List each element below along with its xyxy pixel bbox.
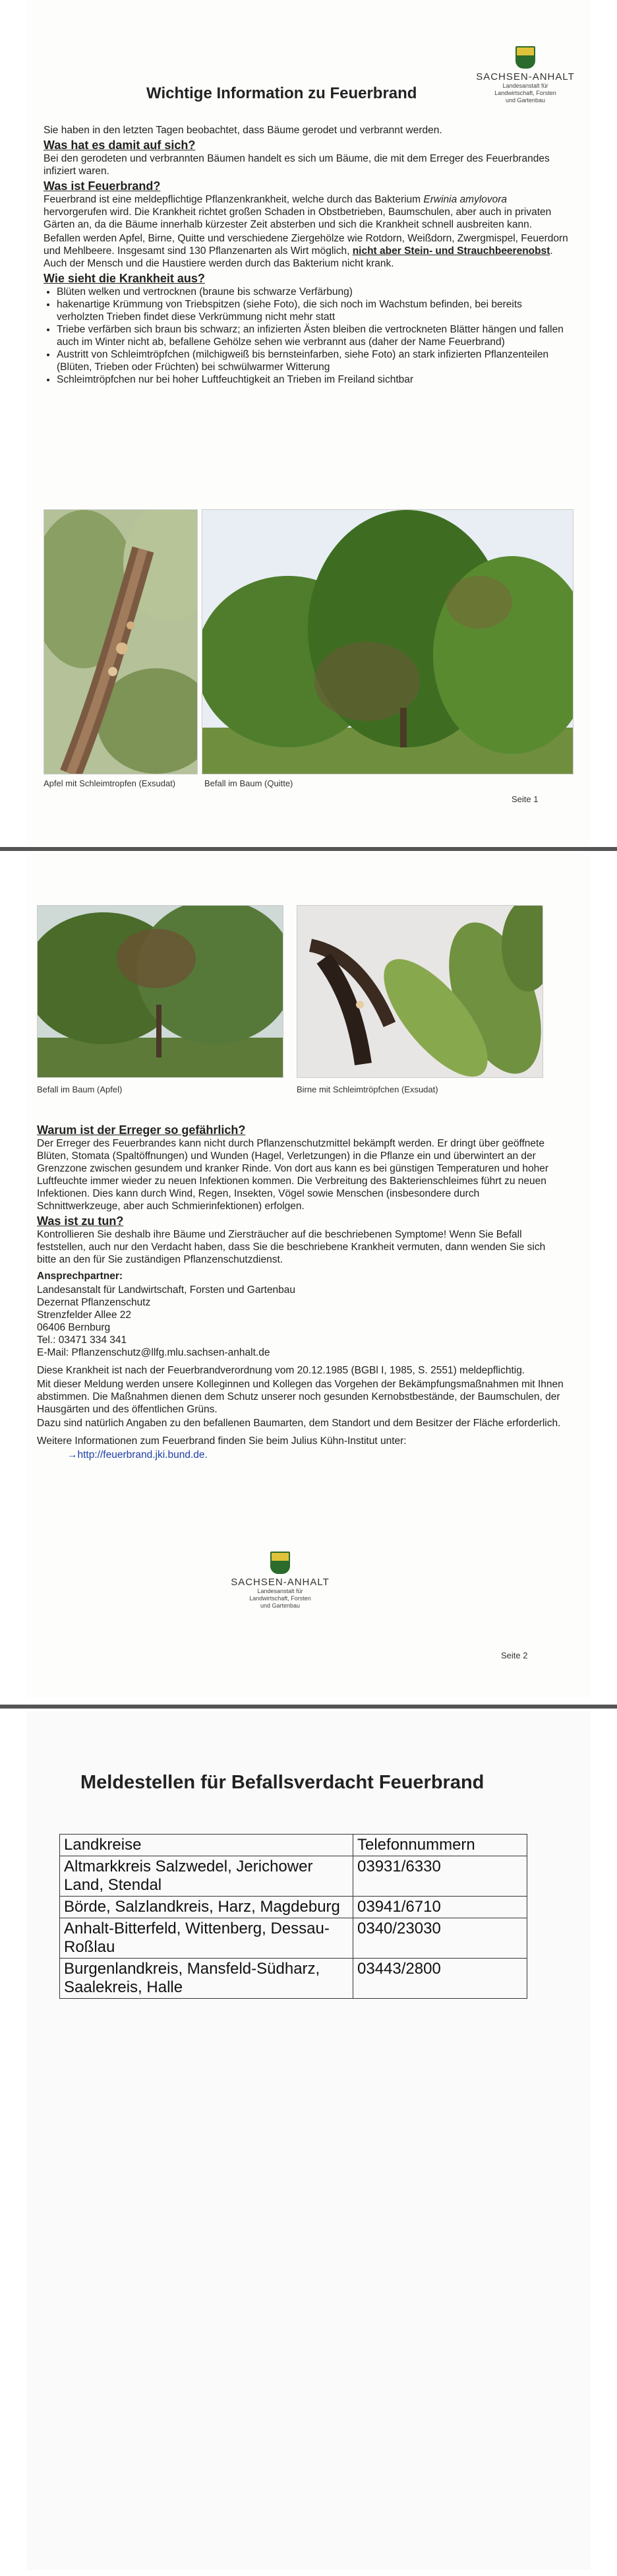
paragraph-measures: Mit dieser Meldung werden unsere Kolleginnen und Kollegen das Vorgehen der Bekämpfungsmaßnahmen mit Ihnen abstimmen. Die Maßnahmen dienen dem Schutz unserer noch gesunden Kernobstbestände, der Baumschulen, der Hausgärten und des öffentlichen Grüns. (37, 1379, 564, 1415)
contact-line: 06406 Bernburg (37, 1322, 111, 1333)
phone-cell: 03443/2800 (353, 1959, 527, 1999)
logo-sub-1: Landesanstalt für (257, 1588, 303, 1594)
apple-ooze-image (44, 510, 197, 774)
phone-cell: 03931/6330 (353, 1856, 527, 1897)
table-row (60, 1897, 527, 1918)
logo-sub-2: Landwirtschaft, Forsten (249, 1595, 311, 1602)
paragraph-regulation: Diese Krankheit ist nach der Feuerbrandverordnung vom 20.12.1985 (BGBl I, 1985, S. 2551) meldepflichtig. (37, 1365, 525, 1376)
district-cell: Anhalt-Bitterfeld, Wittenberg, Dessau-Roßlau (60, 1918, 353, 1959)
caption-quince: Befall im Baum (Quitte) (204, 778, 293, 788)
district-cell: Burgenlandkreis, Mansfeld-Südharz, Saalekreis, Halle (60, 1959, 353, 1999)
logo-sub-2: Landwirtschaft, Forsten (494, 90, 556, 96)
reporting-table (59, 1834, 527, 1999)
contact-email[interactable]: E-Mail: Pflanzenschutz@llfg.mlu.sachsen-anhalt.de (37, 1347, 270, 1358)
page-1 (26, 0, 591, 846)
paragraph-host-plants (44, 232, 571, 270)
heading-what-to-do: Was ist zu tun? (37, 1214, 124, 1228)
jki-link[interactable]: →http://feuerbrand.jki.bund.de. (67, 1449, 208, 1461)
p2-text-b: hervorgerufen wird. Die Krankheit richtet großen Schaden in Obstbetrieben, Baumschulen, aber auch in privaten Gärten an, da die Bäume innerhalb kürzester Zeit absterben und sich die Krankheit schnell ausbreiten kann. (44, 206, 552, 230)
photo-apple-tree (37, 905, 283, 1078)
logo-sub-3: und Gartenbau (260, 1602, 301, 1609)
page-number: Seite 1 (512, 794, 539, 804)
list-item: • hakenartige Krümmung von Triebspitzen (siehe Foto), die sich noch im Wachstum befinden, bei bereits verholzten Trieben findet diese Verkrümmung nicht mehr statt (57, 298, 571, 323)
paragraph-more-info: Weitere Informationen zum Feuerbrand finden Sie beim Julius Kühn-Institut unter: (37, 1435, 407, 1447)
phone-cell: 0340/23030 (353, 1918, 527, 1959)
heading-symptoms: Wie sieht die Krankheit aus? (44, 272, 205, 285)
page-separator (0, 847, 617, 851)
p3-underlined: nicht aber Stein- und Strauchbeerenobst (352, 245, 550, 257)
symptom-list (44, 286, 571, 386)
p3-text-a: Befallen werden Apfel, Birne, Quitte und verschiedene Ziergehölze wie Rotdorn, Weißdorn, Zwergmispel, Feuerdorn und Mehlbeere. Insgesamt sind 130 Pflanzenarten als Wirt möglich, (44, 233, 568, 257)
district-cell: Börde, Salzlandkreis, Harz, Magdeburg (60, 1897, 353, 1918)
heading-why-dangerous: Warum ist der Erreger so gefährlich? (37, 1123, 246, 1137)
sachsen-anhalt-logo (469, 46, 581, 104)
page2-body (37, 1123, 564, 1462)
table-row (60, 1959, 527, 1999)
page-separator (0, 1705, 617, 1709)
bacterium-name: Erwinia amylovora (423, 194, 508, 205)
heading-what-is-fire-blight: Was ist Feuerbrand? (44, 179, 161, 193)
caption-apple: Apfel mit Schleimtropfen (Exsudat) (44, 778, 176, 788)
photo-pear-ooze (297, 905, 543, 1078)
contact-heading: Ansprechpartner: (37, 1271, 123, 1282)
quince-tree-image (202, 510, 573, 774)
logo-sub-3: und Gartenbau (505, 97, 546, 104)
logo-name: SACHSEN-ANHALT (476, 71, 575, 82)
caption-pear: Birne mit Schleimtröpfchen (Exsudat) (297, 1084, 438, 1094)
pear-ooze-image (297, 906, 543, 1077)
paragraph-infected-trees: Bei den gerodeten und verbrannten Bäumen handelt es sich um Bäume, die mit dem Erreger des Feuerbrandes infiziert waren. (44, 153, 550, 177)
photo-quince-tree (202, 509, 573, 774)
district-cell: Altmarkkreis Salzwedel, Jerichower Land, Stendal (60, 1856, 353, 1897)
table-header-row (60, 1835, 527, 1856)
paragraph-fire-blight (44, 193, 571, 231)
contact-line: Landesanstalt für Landwirtschaft, Forsten und Gartenbau (37, 1284, 296, 1296)
table-row (60, 1856, 527, 1897)
coat-of-arms-icon (270, 1552, 290, 1574)
apple-tree-image (38, 906, 283, 1077)
contact-block (37, 1284, 564, 1359)
table-row (60, 1918, 527, 1959)
page-title: Wichtige Information zu Feuerbrand (146, 84, 417, 102)
contact-line: Dezernat Pflanzenschutz (37, 1297, 151, 1308)
phone-cell: 03941/6710 (353, 1897, 527, 1918)
sachsen-anhalt-logo (224, 1552, 336, 1610)
heading-what-is-it-about: Was hat es damit auf sich? (44, 139, 196, 152)
p3-text-b: . Auch der Mensch und die Haustiere werden durch das Bakterium nicht krank. (44, 245, 553, 269)
intro-text: Sie haben in den letzten Tagen beobachtet, dass Bäume gerodet und verbrannt werden. (44, 125, 442, 136)
paragraph-why-dangerous: Der Erreger des Feuerbrandes kann nicht durch Pflanzenschutzmittel bekämpft werden. Er dringt über geöffnete Blüten, Stomata (Spaltöffnungen) und Wunden (Hagel, Verletzungen) in die Pflanze ein und überwintert an der Grenzzone zwischen gesundem und kranker Rinde. Von dort aus kann es bei günstigen Temperaturen und hoher Luftfeuchte immer wieder zu neuen Infektionen kommen. Die Verbreitung des Bakterienschleimes führt zu neuen Infektionen. Dies kann durch Wind, Regen, Insekten, Vögel sowie Menschen (insbesondere durch Schnittwerkzeuge, aber auch Schmierinfektionen) erfolgen. (37, 1138, 549, 1212)
page-number: Seite 2 (501, 1650, 528, 1660)
p2-text-a: Feuerbrand ist eine meldepflichtige Pflanzenkrankheit, welche durch das Bakterium (44, 194, 424, 205)
list-item: • Blüten welken und vertrocknen (braune bis schwarze Verfärbung) (57, 286, 571, 298)
page1-body (44, 124, 571, 386)
logo-name: SACHSEN-ANHALT (231, 1577, 330, 1588)
column-header: Landkreise (60, 1835, 353, 1856)
page-2 (26, 852, 591, 1698)
list-item: • Austritt von Schleimtröpfchen (milchigweiß bis bernsteinfarben, siehe Foto) an stark infizierten Pflanzenteilen (Blüten, Trieben oder Früchten) bei schwülwarmer Witterung (57, 348, 571, 373)
paragraph-what-to-do: Kontrollieren Sie deshalb ihre Bäume und Ziersträucher auf die beschriebenen Symptome! Wenn Sie Befall feststellen, auch nur den Verdacht haben, dass Sie die beschriebene Krankheit vermuten, dann wenden Sie sich bitte an den für Sie zuständigen Pflanzenschutzdienst. (37, 1229, 546, 1265)
photo-apple-ooze (44, 509, 198, 774)
list-item: • Schleimtröpfchen nur bei hoher Luftfeuchtigkeit an Trieben im Freiland sichtbar (57, 373, 571, 386)
page-3 (26, 1711, 591, 2570)
caption-apple-tree: Befall im Baum (Apfel) (37, 1084, 123, 1094)
logo-sub-1: Landesanstalt für (502, 82, 548, 89)
column-header: Telefonnummern (353, 1835, 527, 1856)
coat-of-arms-icon (515, 46, 535, 69)
list-item: • Triebe verfärben sich braun bis schwarz; an infizierten Ästen bleiben die vertrockneten Blätter hängen und fallen auch im Winter nicht ab, befallene Gehölze sehen wie verbrannt aus (daher der Name Feuerbrand) (57, 323, 571, 348)
paragraph-details: Dazu sind natürlich Angaben zu den befallenen Baumarten, dem Standort und dem Besitzer der Fläche erforderlich. (37, 1418, 561, 1429)
page-title: Meldestellen für Befallsverdacht Feuerbrand (80, 1772, 485, 1793)
contact-line: Strenzfelder Allee 22 (37, 1309, 132, 1321)
contact-line: Tel.: 03471 334 341 (37, 1335, 127, 1346)
